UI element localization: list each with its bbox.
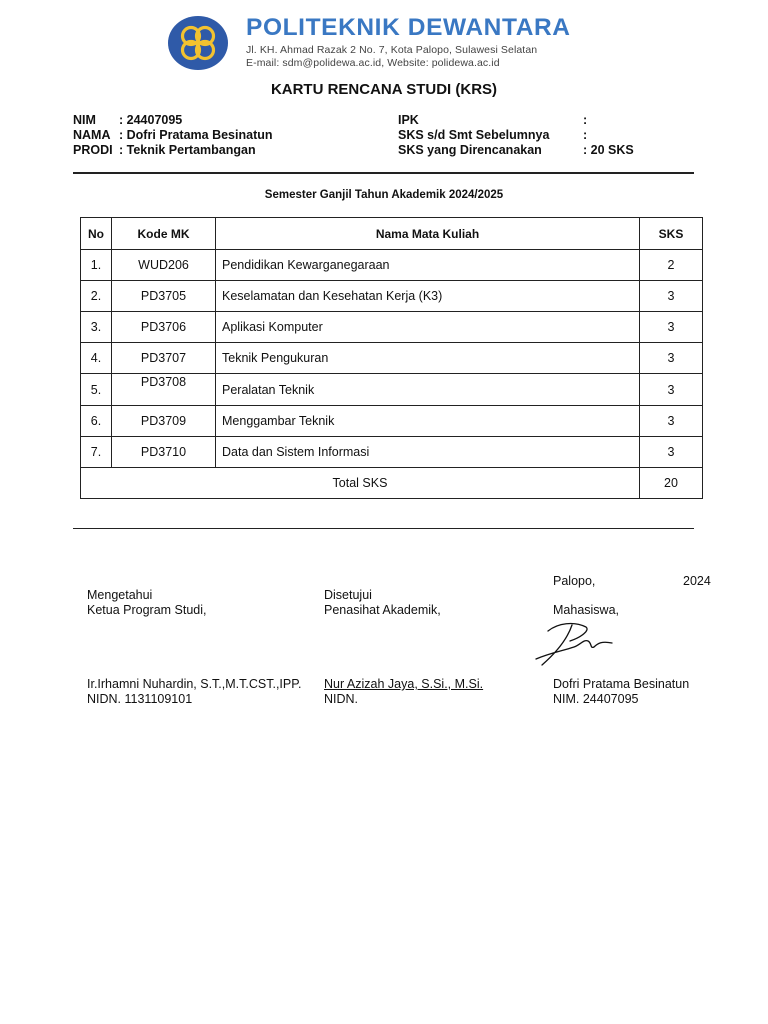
col3-id: NIM. 24407095	[553, 692, 639, 706]
total-value: 20	[640, 468, 703, 499]
row-kode: PD3710	[112, 437, 216, 468]
col3-line2: Mahasiswa,	[553, 603, 619, 617]
total-row	[81, 468, 703, 499]
row-nama: Aplikasi Komputer	[216, 312, 640, 343]
col2-id: NIDN.	[324, 692, 359, 706]
table-row	[81, 250, 703, 281]
course-table	[80, 217, 703, 499]
row-no: 6.	[81, 406, 112, 437]
semester-heading: Semester Ganjil Tahun Akademik 2024/2025	[264, 189, 504, 201]
col2-line2: Penasihat Akademik,	[324, 603, 441, 617]
row-kode: WUD206	[112, 250, 216, 281]
prodi-value: : Teknik Pertambangan	[119, 143, 256, 157]
row-sks: 3	[640, 374, 703, 406]
institution-logo	[167, 15, 229, 71]
row-nama: Data dan Sistem Informasi	[216, 437, 640, 468]
sign-place: Palopo,	[553, 574, 596, 588]
ipk-value: :	[583, 113, 588, 127]
row-no: 2.	[81, 281, 112, 312]
table-row	[81, 343, 703, 374]
nama-label: NAMA	[73, 128, 111, 142]
row-no: 7.	[81, 437, 112, 468]
row-nama: Teknik Pengukuran	[216, 343, 640, 374]
divider-bottom	[73, 528, 694, 529]
table-row	[81, 374, 703, 406]
col1-line2: Ketua Program Studi,	[87, 603, 207, 617]
row-no: 5.	[81, 374, 112, 406]
header-no: No	[81, 218, 112, 250]
col1-name: Ir.Irhamni Nuhardin, S.T.,M.T.CST.,IPP.	[87, 677, 302, 691]
row-kode: PD3705	[112, 281, 216, 312]
row-nama: Peralatan Teknik	[216, 374, 640, 406]
row-sks: 3	[640, 437, 703, 468]
row-sks: 2	[640, 250, 703, 281]
col2-line1: Disetujui	[324, 588, 372, 602]
row-no: 3.	[81, 312, 112, 343]
divider-top	[73, 172, 694, 174]
total-label: Total SKS	[81, 468, 640, 499]
row-sks: 3	[640, 406, 703, 437]
row-kode: PD3709	[112, 406, 216, 437]
sks-plan-value: : 20 SKS	[583, 143, 634, 157]
prodi-label: PRODI	[73, 143, 113, 157]
sks-plan-label: SKS yang Direncanakan	[398, 143, 542, 157]
row-no: 4.	[81, 343, 112, 374]
table-row	[81, 406, 703, 437]
nim-label: NIM	[73, 113, 96, 127]
sks-prev-value: :	[583, 128, 588, 142]
col1-id: NIDN. 1131109101	[87, 692, 193, 706]
col2-name: Nur Azizah Jaya, S.Si., M.Si.	[324, 677, 484, 691]
row-kode: PD3707	[112, 343, 216, 374]
header-kode: Kode MK	[112, 218, 216, 250]
table-row	[81, 437, 703, 468]
institution-address: Jl. KH. Ahmad Razak 2 No. 7, Kota Palopo, Sulawesi Selatan	[246, 44, 538, 56]
nim-value: : 24407095	[119, 113, 183, 127]
row-sks: 3	[640, 312, 703, 343]
row-nama: Pendidikan Kewarganegaraan	[216, 250, 640, 281]
col1-line1: Mengetahui	[87, 588, 153, 602]
table-row	[81, 281, 703, 312]
table-row	[81, 312, 703, 343]
institution-name: POLITEKNIK DEWANTARA	[246, 14, 571, 41]
sks-prev-label: SKS s/d Smt Sebelumnya	[398, 128, 550, 142]
table-header-row	[81, 218, 703, 250]
ipk-label: IPK	[398, 113, 419, 127]
sign-year: 2024	[683, 574, 711, 588]
row-sks: 3	[640, 281, 703, 312]
nama-value: : Dofri Pratama Besinatun	[119, 128, 273, 142]
row-sks: 3	[640, 343, 703, 374]
row-nama: Menggambar Teknik	[216, 406, 640, 437]
header-sks: SKS	[640, 218, 703, 250]
student-signature	[534, 617, 614, 669]
col3-name: Dofri Pratama Besinatun	[553, 677, 690, 691]
row-nama: Keselamatan dan Kesehatan Kerja (K3)	[216, 281, 640, 312]
document-title: KARTU RENCANA STUDI (KRS)	[270, 81, 498, 98]
row-kode: PD3706	[112, 312, 216, 343]
institution-contact: E-mail: sdm@polidewa.ac.id, Website: polidewa.ac.id	[246, 57, 500, 69]
header-nama: Nama Mata Kuliah	[216, 218, 640, 250]
row-kode: PD3708	[112, 374, 216, 406]
row-no: 1.	[81, 250, 112, 281]
